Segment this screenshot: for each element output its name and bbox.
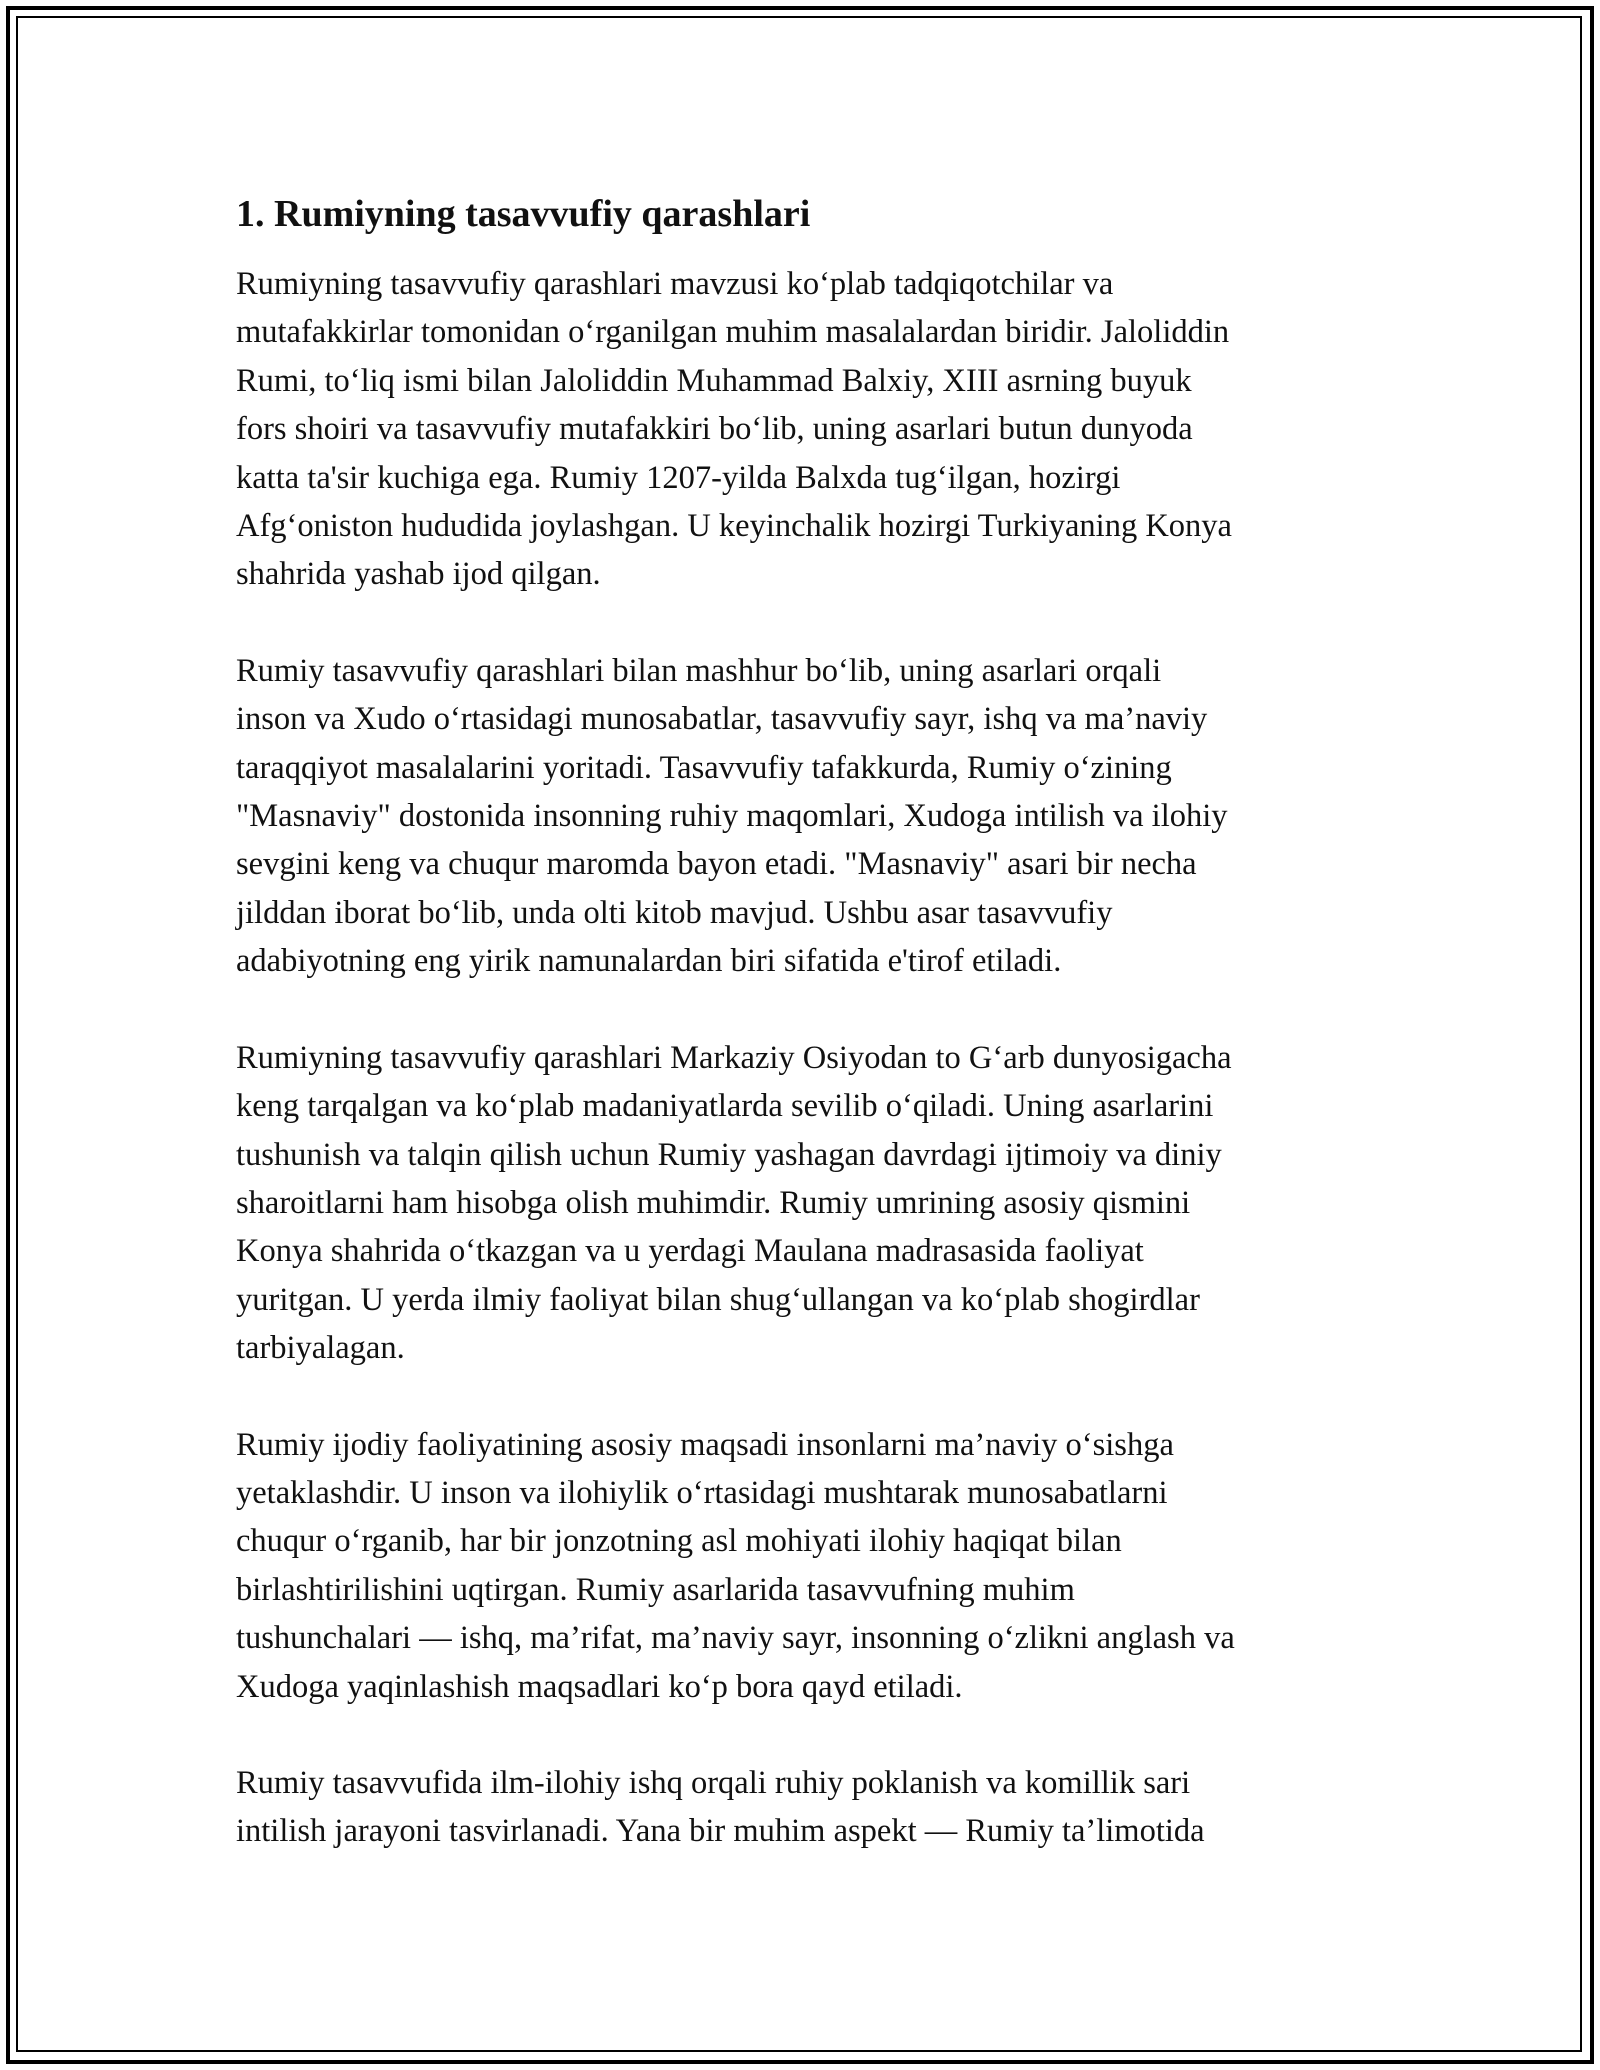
text-line: fors shoiri va tasavvufiy mutafakkiri bo‘lib, uning asarlari butun dunyoda [236,411,1193,448]
text-line: Xudoga yaqinlashish maqsadlari ko‘p bora qayd etiladi. [236,1668,963,1705]
text-line: Rumiy tasavvufida ilm-ilohiy ishq orqali ruhiy poklanish va komillik sari [236,1764,1191,1801]
text-line: Rumi, to‘liq ismi bilan Jaloliddin Muhammad Balxiy, XIII asrning buyuk [236,362,1192,399]
text-line: yetaklashdir. U inson va ilohiylik o‘rtasidagi mushtarak munosabatlarni [236,1474,1168,1511]
text-line: "Masnaviy" dostonida insonning ruhiy maqomlari, Xudoga intilish va ilohiy [236,798,1228,835]
paragraph-1 [236,260,1366,599]
text-line: sharoitlarni ham hisobga olish muhimdir. Rumiy umrining asosiy qismini [236,1184,1191,1221]
text-line: birlashtirilishini uqtirgan. Rumiy asarlarida tasavvufning muhim [236,1571,1075,1608]
paragraph-2 [236,647,1366,986]
text-line: keng tarqalgan va ko‘plab madaniyatlarda sevilib o‘qiladi. Uning asarlarini [236,1088,1214,1125]
text-line: Rumiyning tasavvufiy qarashlari Markaziy Osiyodan to G‘arb dunyosigacha [236,1039,1232,1076]
text-line: shahrida yashab ijod qilgan. [236,556,601,593]
text-line: sevgini keng va chuqur maromda bayon etadi. "Masnaviy" asari bir necha [236,846,1197,883]
text-line: chuqur o‘rganib, har bir jonzotning asl mohiyati ilohiy haqiqat bilan [236,1523,1122,1560]
text-line: tushunish va talqin qilish uchun Rumiy yashagan davrdagi ijtimoiy va diniy [236,1136,1222,1173]
text-line: jilddan iborat bo‘lib, unda olti kitob mavjud. Ushbu asar tasavvufiy [236,894,1113,931]
text-line: adabiyotning eng yirik namunalardan biri sifatida e'tirof etiladi. [236,943,1062,980]
paragraph-3 [236,1034,1366,1373]
text-line: Rumiy ijodiy faoliyatining asosiy maqsadi insonlarni ma’naviy o‘sishga [236,1426,1174,1463]
text-line: intilish jarayoni tasvirlanadi. Yana bir muhim aspekt — Rumiy ta’limotida [236,1813,1205,1850]
document-body [236,190,1366,1904]
text-line: Rumiy tasavvufiy qarashlari bilan mashhur bo‘lib, uning asarlari orqali [236,652,1162,689]
text-line: yuritgan. U yerda ilmiy faoliyat bilan shug‘ullangan va ko‘plab shogirdlar [236,1281,1200,1318]
text-line: tarbiyalagan. [236,1330,405,1367]
text-line: katta ta'sir kuchiga ega. Rumiy 1207-yilda Balxda tug‘ilgan, hozirgi [236,459,1121,496]
text-line: taraqqiyot masalalarini yoritadi. Tasavvufiy tafakkurda, Rumiy o‘zining [236,749,1172,786]
text-line: inson va Xudo o‘rtasidagi munosabatlar, tasavvufiy sayr, ishq va ma’naviy [236,701,1208,738]
text-line: mutafakkirlar tomonidan o‘rganilgan muhim masalalardan biridir. Jaloliddin [236,314,1230,351]
text-line: Afg‘oniston hududida joylashgan. U keyinchalik hozirgi Turkiyaning Konya [236,508,1232,545]
text-line: Rumiyning tasavvufiy qarashlari mavzusi ko‘plab tadqiqotchilar va [236,266,1114,302]
paragraph-4 [236,1421,1366,1711]
text-line: tushunchalari — ishq, ma’rifat, ma’naviy sayr, insonning o‘zlikni anglash va [236,1620,1235,1657]
paragraph-5 [236,1759,1366,1856]
text-line: Konya shahrida o‘tkazgan va u yerdagi Maulana madrasasida faoliyat [236,1233,1144,1270]
section-heading: 1. Rumiyning tasavvufiy qarashlari [236,193,811,235]
